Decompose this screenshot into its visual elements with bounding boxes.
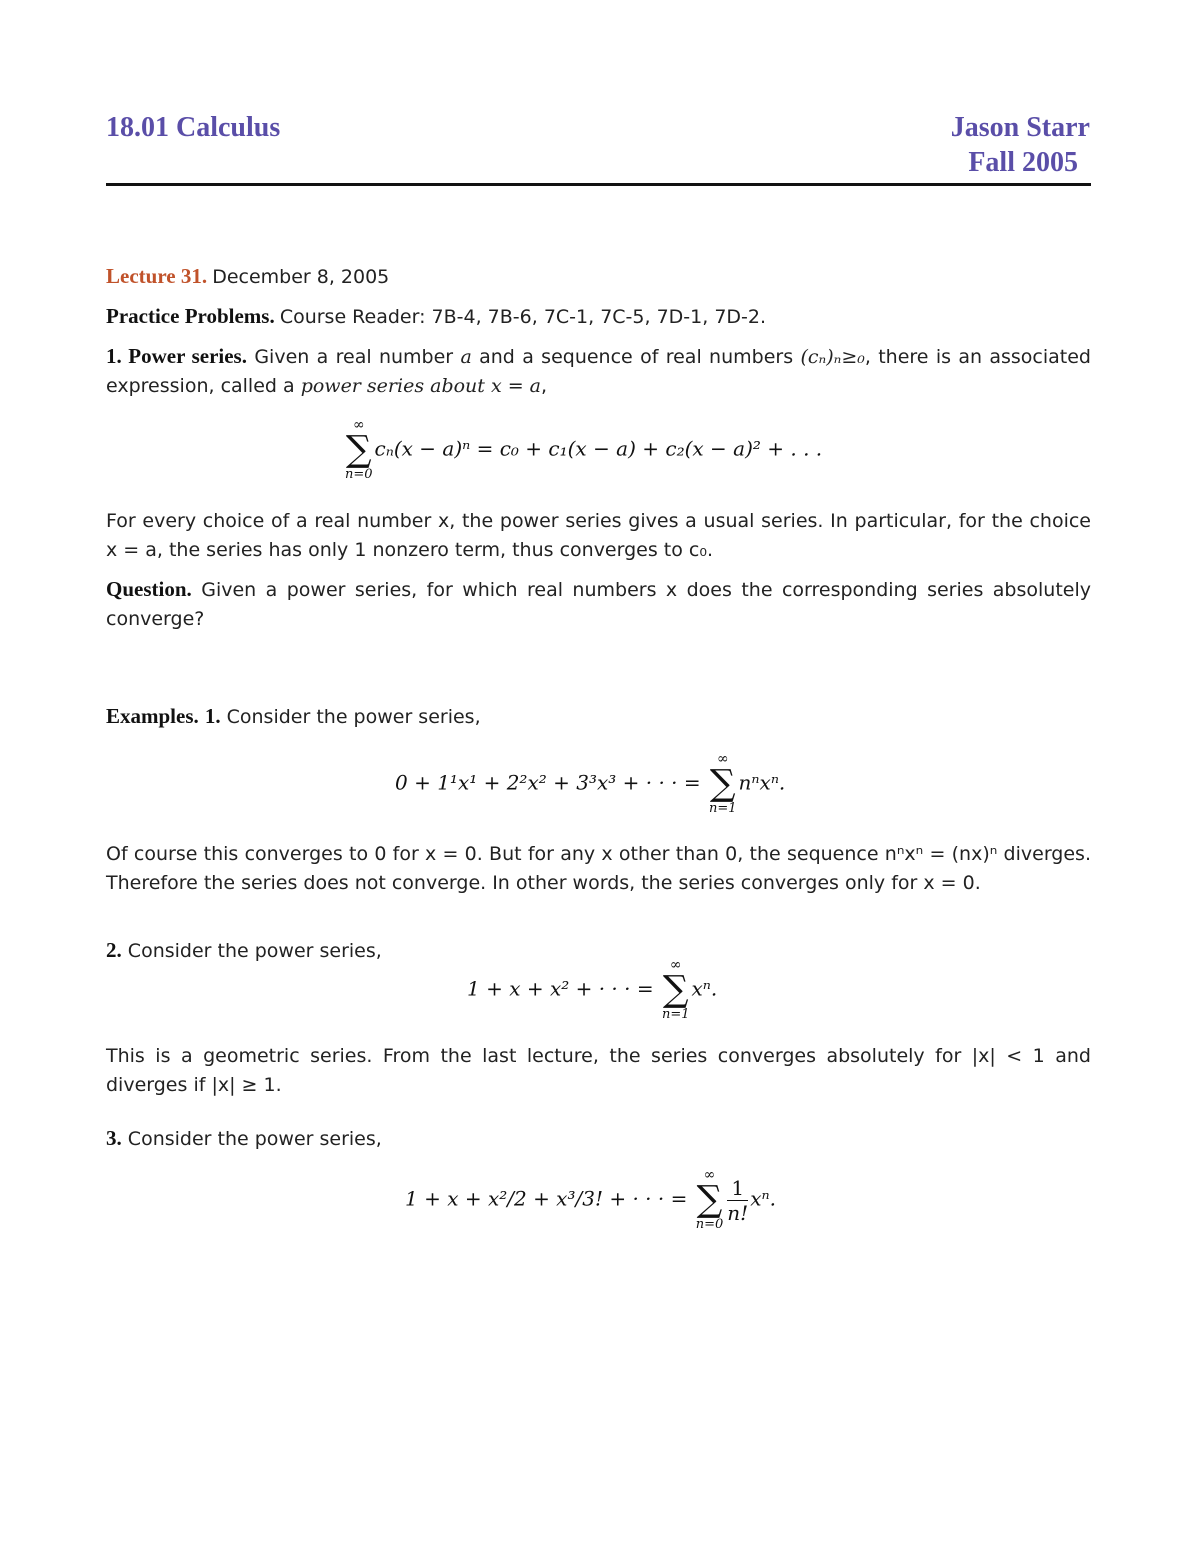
- example3-summation: ∞ ∑ n=0: [695, 1167, 724, 1232]
- summation: ∞ ∑ n=0: [345, 417, 373, 482]
- example2-summation: ∞ ∑ n=1: [661, 957, 690, 1022]
- section1-text-a: Given a real number: [254, 346, 454, 368]
- example1-sum-upper: ∞: [716, 751, 729, 767]
- section1-sequence: (cₙ)ₙ≥₀: [800, 346, 865, 368]
- header-rule: [106, 183, 1091, 186]
- examples-label: Examples.: [106, 704, 199, 728]
- example2-text: Consider the power series,: [127, 940, 382, 962]
- example1-sum-lower: n=1: [709, 801, 737, 816]
- example2-number: 2.: [106, 938, 122, 962]
- instructor-name: Jason Starr: [950, 112, 1090, 143]
- sum-lower: n=0: [345, 467, 373, 482]
- example1-equation: [395, 752, 785, 816]
- section1-emphasis: power series about x = a: [300, 374, 542, 397]
- example1-eq-left: 0 + 1¹x¹ + 2²x² + 3³x³ + · · · =: [395, 770, 701, 795]
- example2-sum-lower: n=1: [661, 1007, 690, 1022]
- equation-body: cₙ(x − a)ⁿ = c₀ + c₁(x − a) + c₂(x − a)² + . . .: [374, 436, 823, 461]
- example1-eq-right: nⁿxⁿ.: [738, 770, 786, 795]
- example1-summation: ∞ ∑ n=1: [709, 751, 737, 816]
- practice-text: Course Reader: 7B-4, 7B-6, 7C-1, 7C-5, 7D-1, 7D-2.: [279, 306, 767, 328]
- choice-paragraph: For every choice of a real number x, the power series gives a usual series. In particular, for the choice x = a, the series has only 1 nonzero term, thus converges to c₀.: [106, 510, 1091, 561]
- example3-sum-lower: n=0: [695, 1217, 724, 1232]
- question-paragraph: [106, 575, 1091, 633]
- section1-text-c: , there is an associated expression, called a: [106, 346, 1091, 397]
- example1-intro: [106, 702, 1091, 732]
- question-label: Question.: [106, 577, 192, 601]
- example3-eq-right: xⁿ.: [750, 1186, 776, 1211]
- example3-equation: [405, 1168, 776, 1232]
- example3-sum-upper: ∞: [703, 1167, 716, 1183]
- power-series-equation: [343, 418, 822, 482]
- section1-paragraph: [106, 342, 1091, 400]
- fraction-denominator: n!: [727, 1200, 749, 1225]
- term: Fall 2005: [968, 147, 1078, 178]
- course-title: 18.01 Calculus: [106, 112, 281, 143]
- example2-eq-left: 1 + x + x² + · · · =: [467, 976, 654, 1001]
- example1-number: 1.: [204, 704, 221, 728]
- question-text: Given a power series, for which real numbers x does the corresponding series absolutely converge?: [106, 579, 1092, 630]
- example1-paragraph: Of course this converges to 0 for x = 0. But for any x other than 0, the sequence nⁿxⁿ = (nx)ⁿ diverges. Therefore the series does not converge. In other words, the series converges only for x = 0.: [106, 843, 1091, 894]
- example3-eq-left: 1 + x + x²/2 + x³/3! + · · · =: [405, 1186, 688, 1211]
- example3-number: 3.: [106, 1126, 122, 1150]
- practice-line: [106, 302, 1091, 333]
- example2-sum-upper: ∞: [669, 957, 682, 973]
- lecture-label: Lecture 31.: [106, 264, 208, 288]
- lecture-line: [106, 262, 1091, 293]
- section1-text-b: and a sequence of real numbers: [479, 346, 794, 368]
- section1-label: 1. Power series.: [106, 344, 247, 368]
- example3-fraction: [727, 1176, 748, 1225]
- fraction-numerator: 1: [727, 1176, 748, 1201]
- example2-paragraph: This is a geometric series. From the last lecture, the series converges absolutely for |x| < 1 and diverges if |x| ≥ 1.: [106, 1045, 1091, 1096]
- example1-text: Consider the power series,: [226, 706, 481, 728]
- practice-label: Practice Problems.: [106, 304, 275, 328]
- lecture-date: December 8, 2005: [212, 266, 390, 288]
- example3-intro: [106, 1124, 1091, 1154]
- section1-text-d: ,: [541, 374, 548, 397]
- example3-text: Consider the power series,: [127, 1128, 382, 1150]
- example2-eq-right: xⁿ.: [691, 976, 718, 1001]
- section1-var-a: a: [460, 346, 472, 368]
- sum-upper: ∞: [352, 417, 365, 433]
- example2-equation: [467, 958, 717, 1022]
